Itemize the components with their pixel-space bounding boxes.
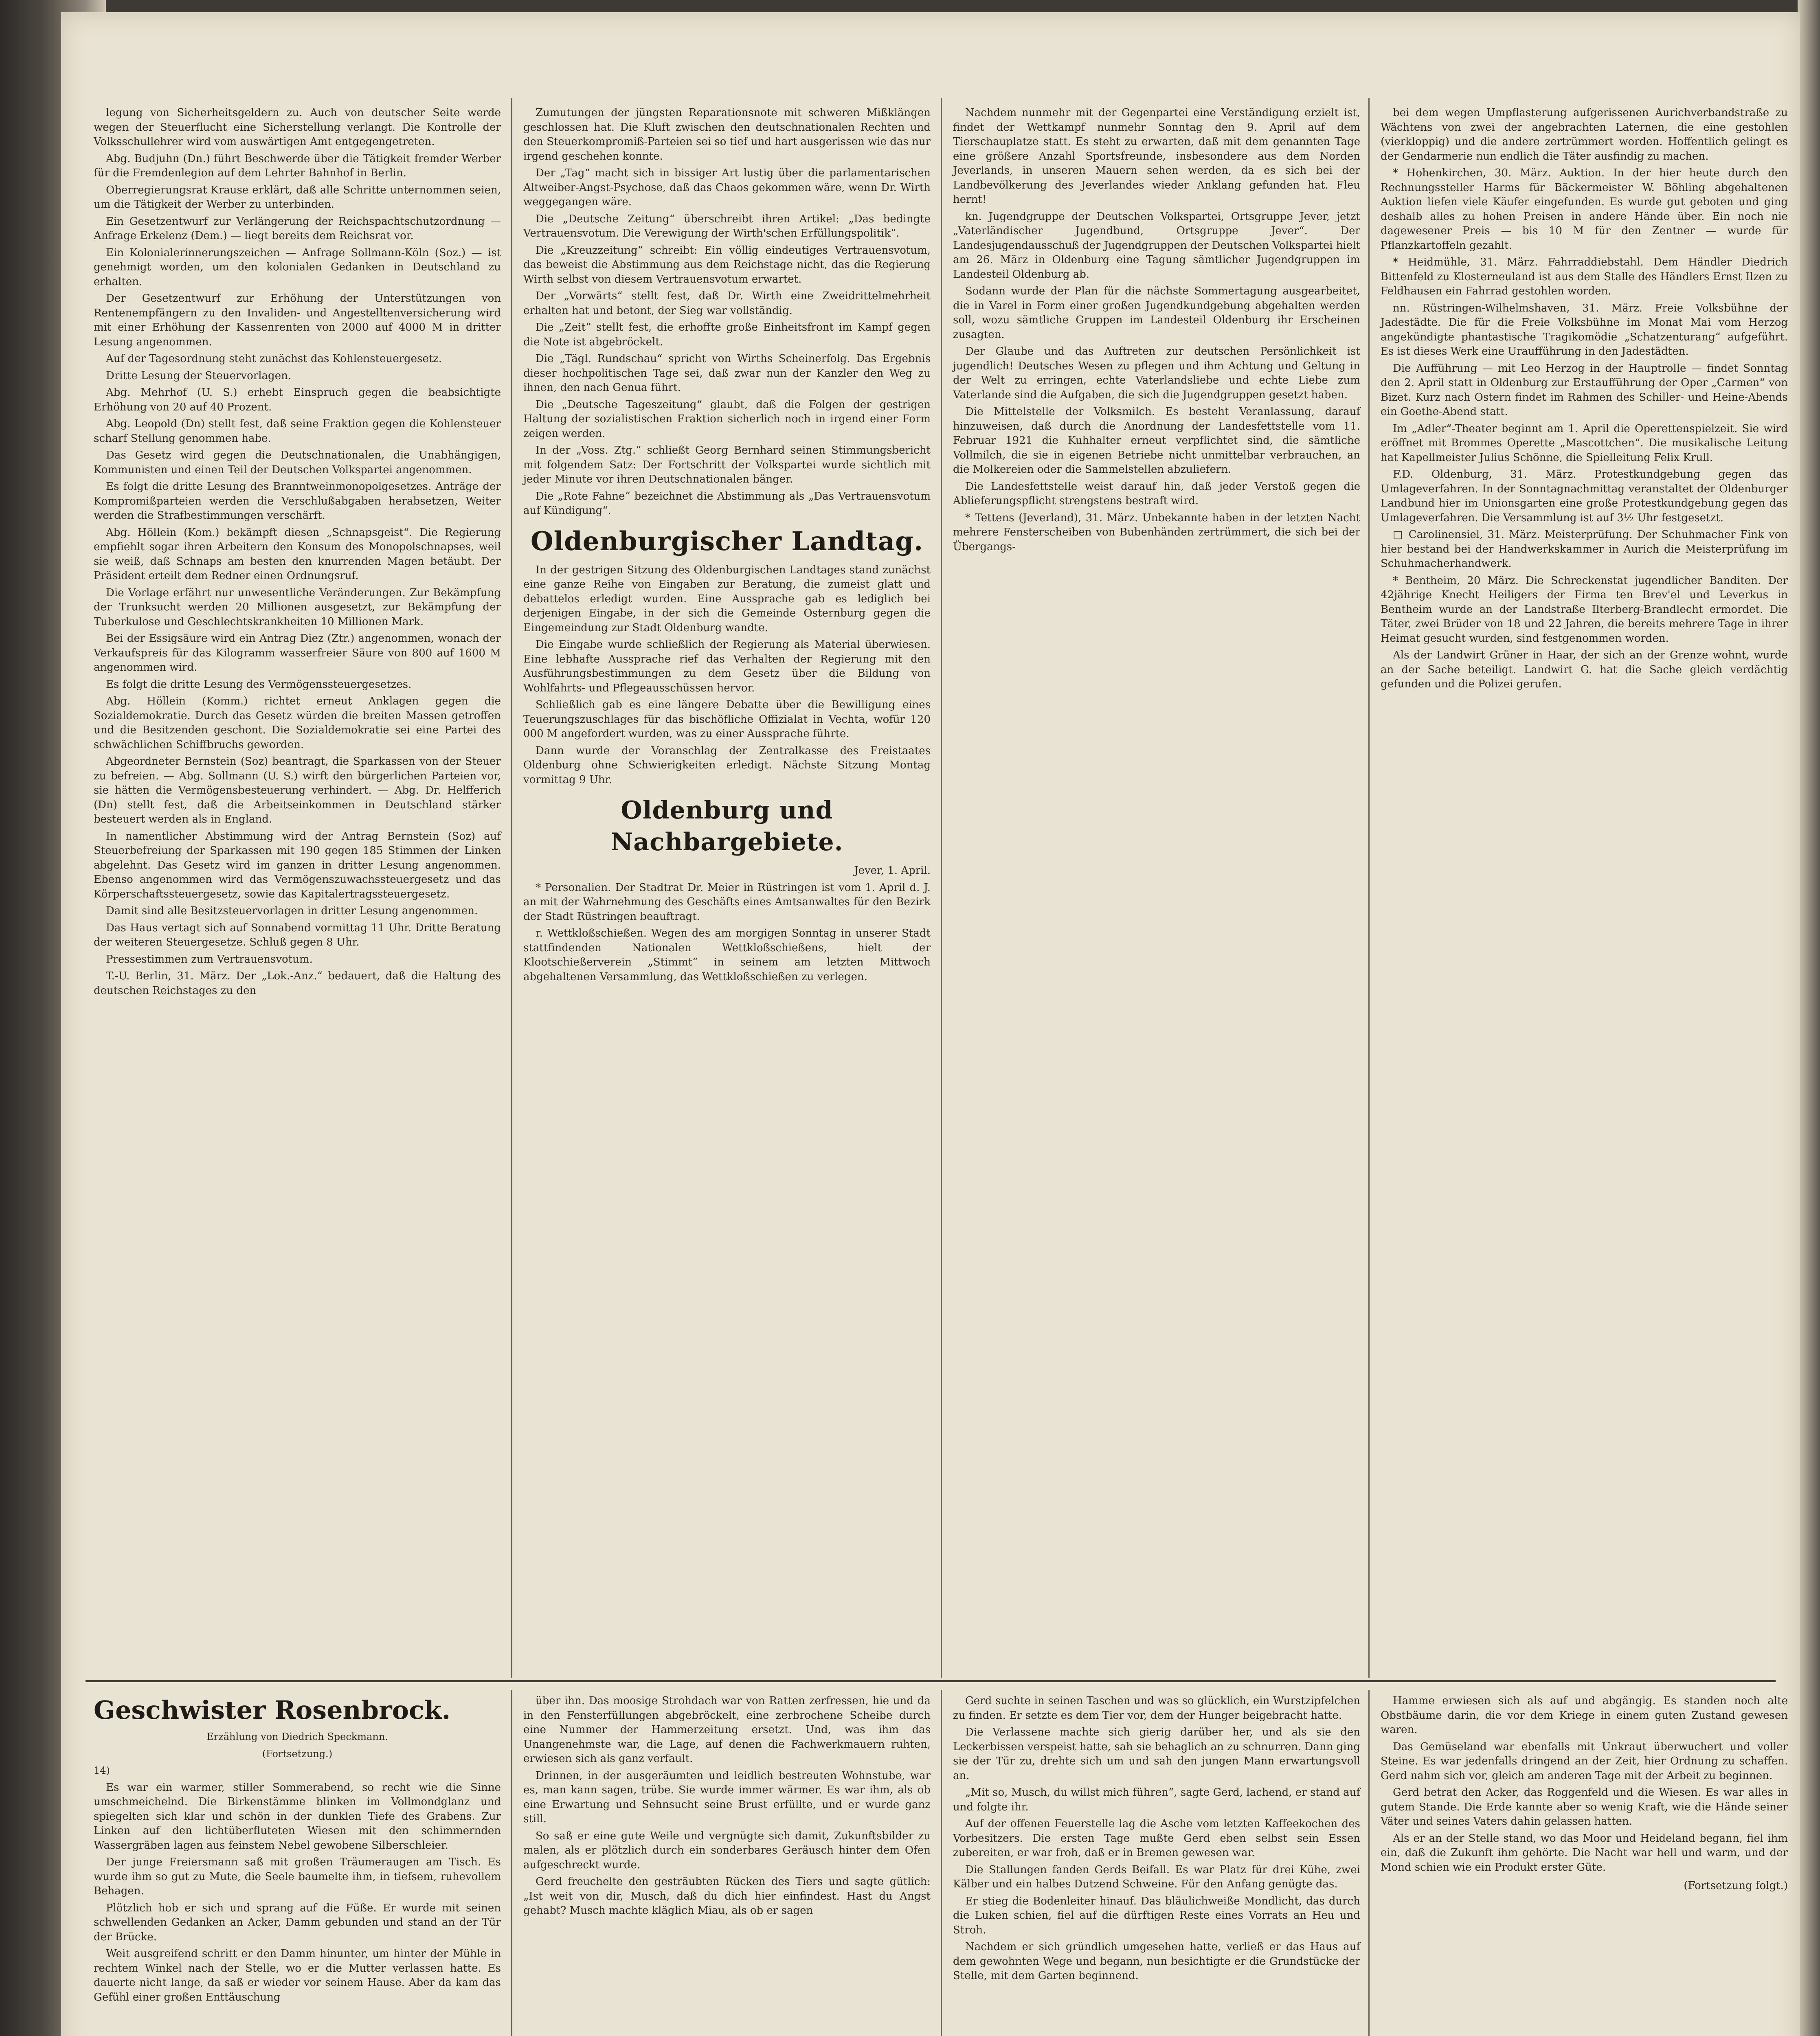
paragraph: Dritte Lesung der Steuervorlagen. (106, 369, 292, 382)
serial-byline: Erzählung von Diedrich Speckmann. (206, 1731, 388, 1742)
paragraph: „Mit so, Musch, du willst mich führen“, sagte Gerd, lachend, er stand auf und folgte ihr. (953, 1786, 1360, 1813)
serial-title: Geschwister Rosenbrock. (94, 1695, 451, 1725)
paragraph: Die Landesfettstelle weist darauf hin, daß jeder Verstoß gegen die Ablieferungspflicht strengstens bestraft wird. (953, 480, 1360, 507)
paragraph: Pressestimmen zum Vertrauensvotum. (106, 953, 313, 965)
paragraph: Die Eingabe wurde schließlich der Regierung als Material überwiesen. Eine lebhafte Aussprache rief das Verhalten der Regierung mit den Ausführungsbestimmungen zu dem Gesetz über die Bildung von Wohlfahrts- und Pflegeausschüssen hervor. (523, 638, 931, 694)
paragraph: Die Aufführung — mit Leo Herzog in der Hauptrolle — findet Sonntag den 2. April statt in Oldenburg zur Erstaufführung der Oper „Carmen“ von Bizet. Kurz nach Ostern findet im Rahmen des Schiller- und Heine-Abends ein Goethe-Abend statt. (1381, 362, 1788, 418)
paragraph: Abg. Höllein (Kom.) bekämpft diesen „Schnapsgeist“. Die Regierung empfiehlt sogar ihren Arbeitern den Konsum des Monopolschnapses, weil sie weiß, daß Schnaps am besten den knurrenden Magen betäubt. Der Präsident erteilt dem Redner einen Ordnungsruf. (94, 526, 501, 582)
paragraph: Die „Deutsche Tageszeitung“ glaubt, daß die Folgen der gestrigen Haltung der sozialistischen Fraktion sicherlich noch in irgend einer Form zeigen werden. (523, 398, 931, 440)
paragraph: T.-U. Berlin, 31. März. Der „Lok.-Anz.“ bedauert, daß die Haltung des deutschen Reichstages zu den (94, 970, 501, 997)
paragraph: Der „Vorwärts“ stellt fest, daß Dr. Wirth eine Zweidrittelmehrheit erhalten hat und betont, der Sieg war vollständig. (523, 290, 931, 317)
paragraph: Plötzlich hob er sich und sprang auf die Füße. Er wurde mit seinen schwellenden Gedanken an Acker, Damm gebunden und stand an der Tür der Brücke. (94, 1902, 501, 1943)
paragraph: Schließlich gab es eine längere Debatte über die Bewilligung eines Teuerungszuschlages für das bischöfliche Offizialat in Vechta, wofür 120 000 M angefordert wurden, was zu einer Aussprache führte. (523, 699, 931, 740)
paragraph: Weit ausgreifend schritt er den Damm hinunter, um hinter der Mühle in rechtem Winkel nach der Stelle, wo er die Mutter verlassen hatte. Es dauerte nicht lange, da saß er wieder vor seinem Hause. Aber da kam das Gefühl einer großen Enttäuschung (94, 1948, 501, 2003)
paragraph: r. Wettkloßschießen. Wegen des am morgigen Sonntag in unserer Stadt stattfindenden Nationalen Wettkloßschießens, hielt der Klootschießerverein „Stimmt“ in seinem am letzten Mittwoch abgehaltenen Versammlung, das Wettkloßschießen zu verlegen. (523, 927, 931, 983)
paragraph: Dann wurde der Voranschlag der Zentralkasse des Freistaates Oldenburg ohne Schwierigkeiten erledigt. Nächste Sitzung Montag vormittag 9 Uhr. (523, 744, 931, 786)
paragraph: Der junge Freiersmann saß mit großen Träumeraugen am Tisch. Es wurde ihm so gut zu Mute, die Seele baumelte ihm, in tiefsem, ruhevollem Behagen. (94, 1856, 501, 1897)
paragraph: Die „Kreuzzeitung“ schreibt: Ein völlig eindeutiges Vertrauensvotum, das beweist die Abstimmung aus dem Reichstage nicht, das die Regierung Wirth selbst von diesem Vertrauensvotum erwartet. (523, 244, 931, 285)
paragraph: Die Verlassene machte sich gierig darüber her, und als sie den Leckerbissen verspeist hatte, sah sie behaglich an zu schnurren. Dann ging sie der Tür zu, drehte sich um und sah den jungen Mann erwartungsvoll an. (953, 1726, 1360, 1782)
paragraph: Die „Tägl. Rundschau“ spricht von Wirths Scheinerfolg. Das Ergebnis dieser hochpolitischen Tage sei, daß zwar nun der Kanzler den Weg zu ihnen, den nach Genua führt. (523, 353, 931, 394)
paragraph: Auf der Tagesordnung steht zunächst das Kohlensteuergesetz. (106, 353, 442, 365)
serial-part: (Fortsetzung.) (262, 1748, 333, 1760)
paragraph: Das Haus vertagt sich auf Sonnabend vormittag 11 Uhr. Dritte Beratung der weiteren Steuergesetze. Schluß gegen 8 Uhr. (94, 921, 501, 948)
paragraph: bei dem wegen Umpflasterung aufgerissenen Aurichverbandstraße zu Wächtens von zwei der angebrachten Laternen, die eine gestohlen (vierkloppig) und die andere zertrümmert worden. Hoffentlich gelingt es der Gendarmerie nun endlich die Täter ausfindig zu machen. (1381, 107, 1788, 162)
paragraph: In der „Voss. Ztg.“ schließt Georg Bernhard seinen Stimmungsbericht mit folgendem Satz: Der Fortschritt der Volkspartei wurde sichtlich mit jeder Minute vor ihren Deutschnationalen bänger. (523, 444, 931, 485)
paragraph: Er stieg die Bodenleiter hinauf. Das bläulichweiße Mondlicht, das durch die Luken schien, fiel auf die dürftigen Reste eines Vorrats an Heu und Stroh. (953, 1895, 1360, 1936)
paragraph: Die Stallungen fanden Gerds Beifall. Es war Platz für drei Kühe, zwei Kälber und ein halbes Dutzend Schweine. Für den Anfang genügte das. (953, 1863, 1360, 1890)
column-2 (523, 106, 931, 987)
paragraph: Es war ein warmer, stiller Sommerabend, so recht wie die Sinne umschmeichelnd. Die Birkenstämme blinken im Vollmondglanz und spiegelten sich klar und schön in der dunklen Tiefe des Grabens. Zur Linken auf den lichtüberfluteten Wiesen mit den schimmernden Wassergräben lagen aus feinstem Nebel gewobene Silberschleier. (94, 1781, 501, 1852)
page-edge (1798, 0, 1820, 2036)
column-divider (511, 1690, 512, 2036)
feuilleton-rule (86, 1680, 1776, 1682)
paragraph: Zumutungen der jüngsten Reparationsnote mit schweren Mißklängen geschlossen hat. Die Kluft zwischen den deutschnationalen Rechten und den Steuerkompromiß-Parteien sei so tief und hart ausgerissen wie das nur irgend geschehen konnte. (523, 107, 931, 162)
paragraph: Nachdem er sich gründlich umgesehen hatte, verließ er das Haus auf dem gewohnten Wege und begann, nun besichtigte er die Grundstücke der Stelle, mit dem Garten beginnend. (953, 1941, 1360, 1982)
paragraph: Hamme erwiesen sich als auf und abgängig. Es standen noch alte Obstbäume darin, die vor dem Kriege in einem guten Zustand gewesen waren. (1381, 1695, 1788, 1736)
paragraph: In der gestrigen Sitzung des Oldenburgischen Landtages stand zunächst eine ganze Reihe von Eingaben zur Beratung, die zumeist glatt und debattelos erledigt wurden. Eine Aussprache gab es lediglich bei derjenigen Eingabe, in der sich die Gemeinde Osternburg gegen die Eingemeindung zur Stadt Oldenburg wandte. (523, 564, 931, 634)
serial-continued: (Fortsetzung folgt.) (1684, 1880, 1788, 1892)
paragraph: Der Gesetzentwurf zur Erhöhung der Unterstützungen von Rentenempfängern zu den Invaliden- und Angestelltenversicherung wird mit einer Erhöhung der Kassenrenten von 2000 auf 4000 M in dritter Lesung angenommen. (94, 292, 501, 348)
column-divider (1368, 98, 1370, 1678)
paragraph: Abg. Budjuhn (Dn.) führt Beschwerde über die Tätigkeit fremder Werber für die Fremdenlegion auf dem Lehrter Bahnhof in Berlin. (94, 152, 501, 179)
paragraph: Gerd freuchelte den gesträubten Rücken des Tiers und sagte gütlich: „Ist weit von dir, Musch, daß du dich hier einfindest. Hast du Angst gehabt? Musch machte kläglich Miau, als ob er sagen (523, 1876, 931, 1917)
paragraph: Nachdem nunmehr mit der Gegenpartei eine Verständigung erzielt ist, findet der Wettkampf nunmehr Sonntag den 9. April auf dem Tierschauplatze statt. Es steht zu erwarten, daß mit dem genannten Tage eine größere Anzahl Sportsfreunde, insbesondere aus dem Norden Jeverlands, in unseren Mauern sehen werden, da es sich bei der Landbevölkerung des Jeverlandes wieder Anklang gefunden hat. Fleu hernt! (953, 107, 1360, 206)
column-3 (953, 106, 1360, 557)
column-divider (941, 98, 942, 1678)
paragraph: Die Mittelstelle der Volksmilch. Es besteht Veranlassung, darauf hinzuweisen, daß durch die Anordnung der Landesfettstelle vom 11. Februar 1921 die Kuhhalter erneut verpflichtet sind, die sämtliche Vollmilch, die sie in eigenen Betriebe nicht unmittelbar verbrauchen, an die Molkereien oder die Sammelstellen abzuliefern. (953, 406, 1360, 476)
paragraph: Das Gemüseland war ebenfalls mit Unkraut überwuchert und voller Steine. Es war jedenfalls dringend an der Zeit, hier Ordnung zu schaffen. Gerd nahm sich vor, gleich am anderen Tage mit der Arbeit zu beginnen. (1381, 1740, 1788, 1782)
paragraph: Als der Landwirt Grüner in Haar, der sich an der Grenze wohnt, wurde an der Sache beteiligt. Landwirt G. hat die Sache gleich verdächtig gefunden und die Polizei gerufen. (1381, 649, 1788, 690)
paragraph: Abgeordneter Bernstein (Soz) beantragt, die Sparkassen von der Steuer zu befreien. — Abg. Sollmann (U. S.) wirft den bürgerlichen Parteien vor, sie hätten die Vermögensbesteuerung verhindert. — Abg. Dr. Helfferich (Dn) stellt fest, daß die Arbeitseinkommen in Deutschland stärker besteuert werden als in England. (94, 755, 501, 825)
paragraph: * Hohenkirchen, 30. März. Auktion. In der hier heute durch den Rechnungssteller Harms für Bäckermeister W. Böhling abgehaltenen Auktion liefen viele Käufer eingefunden. Es wurde gut geboten und ging deshalb alles zu hohen Preisen in andere Hände über. Ein noch nie dagewesener Preis — bis 10 M für den Zentner — wurde für Pflanzkartoffeln gezahlt. (1381, 167, 1788, 252)
paragraph: □ Carolinensiel, 31. März. Meisterprüfung. Der Schuhmacher Fink von hier bestand bei der Handwerkskammer in Aurich die Meisterprüfung im Schuhmacherhandwerk. (1381, 529, 1788, 570)
column-1 (94, 106, 501, 1000)
paragraph: Abg. Mehrhof (U. S.) erhebt Einspruch gegen die beabsichtigte Erhöhung von 20 auf 40 Prozent. (94, 386, 501, 413)
paragraph: Gerd betrat den Acker, das Roggenfeld und die Wiesen. Es war alles in gutem Stande. Die Erde kannte aber so wenig Kraft, wie die Hände seiner Väter und seines Vaters dahin gelassen hatten. (1381, 1786, 1788, 1828)
paragraph: Die „Zeit“ stellt fest, die erhoffte große Einheitsfront im Kampf gegen die Note ist abgebröckelt. (523, 321, 931, 348)
paragraph: Die Vorlage erfährt nur unwesentliche Veränderungen. Zur Bekämpfung der Trunksucht werden 20 Millionen ausgesetzt, zur Bekämpfung der Tuberkulose und Geschlechtskrankheiten 10 Millionen Mark. (94, 586, 501, 628)
paragraph: Der Glaube und das Auftreten zur deutschen Persönlichkeit ist jugendlich! Deutsches Wesen zu pflegen und ihm Achtung und Geltung in der Welt zu erringen, echte Vaterlandsliebe und echte Liebe zum Vaterlande sind die Aufgaben, die sich die Jugendgruppen gesetzt haben. (953, 345, 1360, 401)
paragraph: * Tettens (Jeverland), 31. März. Unbekannte haben in der letzten Nacht mehrere Fensterscheiben von Bubenhänden zertrümmert, die sich bei der Übergangs- (953, 511, 1360, 553)
paragraph: Auf der offenen Feuerstelle lag die Asche vom letzten Kaffeekochen des Vorbesitzers. Die ersten Tage mußte Gerd eben selbst sein Essen zubereiten, er war froh, daß er in Bremen gewesen war. (953, 1818, 1360, 1859)
section-heading-landtag: Oldenburgischer Landtag. (530, 526, 924, 557)
paragraph: Als er an der Stelle stand, wo das Moor und Heideland begann, fiel ihm ein, daß die Zukunft ihm gehörte. Die Nacht war hell und warm, und der Mond schien wie ein Produkt erster Güte. (1381, 1832, 1788, 1874)
column-divider (511, 98, 512, 1678)
paragraph: In namentlicher Abstimmung wird der Antrag Bernstein (Soz) auf Steuerbefreiung der Sparkassen mit 190 gegen 185 Stimmen der Linken abgelehnt. Das Gesetz wird im ganzen in dritter Lesung angenommen. Ebenso angenommen wird das Vermögenszuwachssteuergesetz und das Körperschaftssteuergesetz, sowie das Kapitalertragssteuergesetz. (94, 830, 501, 900)
paragraph: Im „Adler“-Theater beginnt am 1. April die Operettenspielzeit. Sie wird eröffnet mit Brommes Operette „Mascottchen“. Die musikalische Leitung hat Kapellmeister Julius Schönne, die Spielleitung Felix Krull. (1381, 422, 1788, 464)
column-divider (941, 1690, 942, 2036)
paragraph: Ein Kolonialerinnerungszeichen — Anfrage Sollmann-Köln (Soz.) — ist genehmigt worden, um den kolonialen Gedanken in Deutschland zu erhalten. (94, 246, 501, 288)
paragraph: Das Gesetz wird gegen die Deutschnationalen, die Unabhängigen, Kommunisten und einen Teil der Deutschen Volkspartei angenommen. (94, 449, 501, 476)
paragraph: * Personalien. Der Stadtrat Dr. Meier in Rüstringen ist vom 1. April d. J. an mit der Wahrnehmung des Geschäfts eines Amtsanwaltes für den Bezirk der Stadt Rüstringen beauftragt. (523, 881, 931, 923)
section-heading-oldenburg: Oldenburg und Nachbargebiete. (610, 796, 843, 856)
paragraph: legung von Sicherheitsgeldern zu. Auch von deutscher Seite werde wegen der Steuerflucht eine Sicherstellung verlangt. Die Kontrolle der Volksschullehrer wird vom auswärtigen Amt entgegengetreten. (94, 107, 501, 148)
paragraph: nn. Rüstringen-Wilhelmshaven, 31. März. Freie Volksbühne der Jadestädte. Die für die Freie Volksbühne im Monat Mai vom Herzog angekündigte phantastische Tragikomödie „Schatzenturang“ aufgeführt. Es ist dieses Werk eine Uraufführung in den Jadestädten. (1381, 302, 1788, 358)
serial-number: 14) (94, 1765, 110, 1776)
paragraph: Die „Deutsche Zeitung“ überschreibt ihren Artikel: „Das bedingte Vertrauensvotum. Die Verewigung der Wirth'schen Erfüllungspolitik“. (523, 213, 931, 239)
paragraph: Es folgt die dritte Lesung des Branntweinmonopolgesetzes. Anträge der Kompromißparteien werden die Verschlußabgaben herabsetzen, Weiter werden die Strafbestimmungen verschärft. (94, 480, 501, 522)
paragraph: F.D. Oldenburg, 31. März. Protestkundgebung gegen das Umlageverfahren. In der Sonntagnachmittag veranstaltet der Oldenburger Landbund hier im Unionsgarten eine große Protestkundgebung gegen das Umlageverfahren. Die Versammlung ist auf 3½ Uhr festgesetzt. (1381, 468, 1788, 524)
paragraph: So saß er eine gute Weile und vergnügte sich damit, Zukunftsbilder zu malen, als er plötzlich durch ein sonderbares Geräusch hinter dem Ofen aufgeschreckt wurde. (523, 1830, 931, 1871)
serial-column-3 (953, 1694, 1360, 1986)
paragraph: Oberregierungsrat Krause erklärt, daß alle Schritte unternommen seien, um die Tätigkeit der Werber zu unterbinden. (94, 184, 501, 211)
paragraph: * Bentheim, 20 März. Die Schreckenstat jugendlicher Banditen. Der 42jährige Knecht Heiligers der Firma ten Brev'el und Leverkus in Bentheim wurde an der Landstraße Ilterberg-Brandlecht ermordet. Die Täter, zwei Brüder von 18 und 22 Jahren, die bereits mehrere Tage in ihrer Heimat gesucht wurden, sind festgenommen worden. (1381, 574, 1788, 645)
paragraph: Abg. Höllein (Komm.) richtet erneut Anklagen gegen die Sozialdemokratie. Durch das Gesetz würden die breiten Massen getroffen und die Besitzenden geschont. Die Sozialdemokratie sei eine Partei des schwächlichen Schiffbruchs geworden. (94, 695, 501, 751)
paragraph: kn. Jugendgruppe der Deutschen Volkspartei, Ortsgruppe Jever, jetzt „Vaterländischer Jugendbund, Ortsgruppe Jever“. Der Landesjugendausschuß der Jugendgruppen der Deutschen Volkspartei hielt am 26. März in Oldenburg eine Tagung sämtlicher Jugendgruppen im Landesteil Oldenburg ab. (953, 210, 1360, 281)
serial-column-1 (94, 1694, 501, 2007)
column-divider (1368, 1690, 1370, 2036)
paragraph: Drinnen, in der ausgeräumten und leidlich bestreuten Wohnstube, war es, man kann sagen, trübe. Sie wurde immer wärmer. Es war ihm, als ob eine Erwartung und Sehnsucht seine Brust erfüllte, und er wurde ganz still. (523, 1769, 931, 1825)
newspaper-page (61, 12, 1800, 2036)
paragraph: Abg. Leopold (Dn) stellt fest, daß seine Fraktion gegen die Kohlensteuer scharf Stellung genommen habe. (94, 418, 501, 445)
serial-column-2 (523, 1694, 931, 1921)
paragraph: Gerd suchte in seinen Taschen und was so glücklich, ein Wurstzipfelchen zu finden. Er setzte es dem Tier vor, dem der Hunger beigebracht hatte. (953, 1695, 1360, 1722)
serial-column-4 (1381, 1694, 1788, 1893)
paragraph: Die „Rote Fahne“ bezeichnet die Abstimmung als „Das Vertrauensvotum auf Kündigung“. (523, 490, 931, 517)
paragraph: Es folgt die dritte Lesung des Vermögenssteuergesetzes. (106, 678, 412, 691)
paragraph: * Heidmühle, 31. März. Fahrraddiebstahl. Dem Händler Diedrich Bittenfeld zu Klosterneuland ist aus dem Stalle des Händlers Ernst Ilzen zu Feldhausen ein Fahrrad gestohlen worden. (1381, 256, 1788, 297)
paragraph: Sodann wurde der Plan für die nächste Sommertagung ausgearbeitet, die in Varel in Form einer großen Jugendkundgebung abgehalten werden soll, wozu sämtliche Gruppen im Landesteil Oldenburg ihr Erscheinen zusagten. (953, 285, 1360, 341)
paragraph: Ein Gesetzentwurf zur Verlängerung der Reichspachtschutzordnung — Anfrage Erkelenz (Dem.) — liegt bereits dem Reichsrat vor. (94, 215, 501, 242)
paragraph: über ihn. Das moosige Strohdach war von Ratten zerfressen, hie und da in den Fensterfüllungen abgebröckelt, eine zerbrochene Scheibe durch eine Nummer der Hammerzeitung ersetzt. Und, was ihm das Unangenehmste war, die Lage, auf denen die Fachwerkmauern ruhten, erwiesen sich als ganz verfault. (523, 1695, 931, 1765)
paragraph: Bei der Essigsäure wird ein Antrag Diez (Ztr.) angenommen, wonach der Verkaufspreis für das Kilogramm wasserfreier Säure von 800 auf 1600 M angenommen wird. (94, 632, 501, 674)
paragraph: Damit sind alle Besitzsteuervorlagen in dritter Lesung angenommen. (106, 905, 478, 917)
dateline: Jever, 1. April. (854, 864, 931, 877)
paragraph: Der „Tag“ macht sich in bissiger Art lustig über die parlamentarischen Altweiber-Angst-Psychose, daß das Chaos gekommen wäre, wenn Dr. Wirth weggegangen wäre. (523, 167, 931, 208)
column-4 (1381, 106, 1788, 694)
